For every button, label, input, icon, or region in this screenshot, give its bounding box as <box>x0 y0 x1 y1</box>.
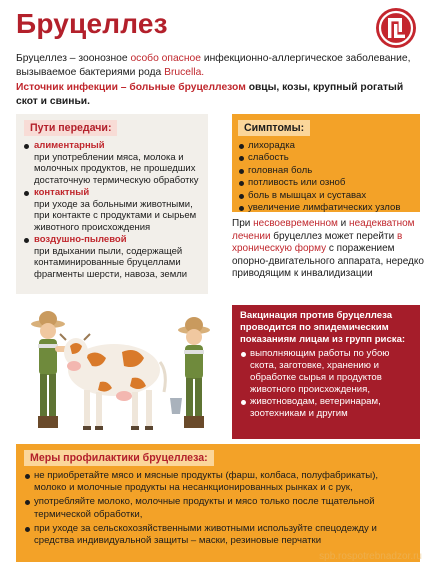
intro-source: Источник инфекции – больные бруцеллезом овцы, козы, крупный рогатый скот и свиньи. <box>16 82 404 107</box>
symptom-item: потливость или озноб <box>238 177 414 189</box>
prevention-heading: Меры профилактики бруцеллеза: <box>24 450 214 466</box>
intro-text <box>16 52 420 108</box>
prevention-item: не приобретайте мясо и мясные продукты (фарш, колбаса, полуфабрикаты), молоко и молочные продукты на несанкционированных рынках и с рук, <box>24 470 412 494</box>
vaccination-intro: Вакцинация против бруцеллеза проводится по эпидемическим показаниям лицам из групп риска: <box>240 310 406 345</box>
page-title: Бруцеллез <box>16 8 168 39</box>
symptoms-heading: Симптомы: <box>238 120 310 136</box>
transmission-item-contact: контактный при уходе за больными животными, при контакте с продуктами и сырьем животного происхождения <box>24 187 202 233</box>
symptom-item: слабость <box>238 152 414 164</box>
transmission-item-alimentary: алиментарный при употреблении мяса, молока и молочных продуктов, не прошедших достаточную термическую обработку <box>24 140 202 186</box>
farmers-cow-illustration <box>14 300 226 440</box>
symptom-item: головная боль <box>238 165 414 177</box>
symptom-item: лихорадка <box>238 140 414 152</box>
vaccination-item: выполняющим работы по убою скота, заготовке, хранению и обработке сырья и продуктов животного происхождения, <box>240 348 414 396</box>
prevention-item: при уходе за сельскохозяйственными животными используйте спецодежду и средства индивидуальной защиты – маски, резиновые перчатки <box>24 523 412 547</box>
transmission-heading: Пути передачи: <box>24 120 117 136</box>
transmission-item-airborne: воздушно-пылевой при вдыхании пыли, содержащей контаминированные бруцеллами фрагменты шерсти, навоза, земли <box>24 234 202 280</box>
transmission-box <box>16 114 208 294</box>
late-treatment-text: При несвоевременном и неадекватном лечении бруцеллез может перейти в хроническую форму с поражением опорно-двигательного аппарата, нередко приводящим к инвалидизации <box>232 218 424 280</box>
vaccination-item: животноводам, ветеринарам, зоотехникам и другим <box>240 396 414 420</box>
rospotrebnadzor-logo <box>374 6 418 50</box>
symptom-item: увеличение лимфатических узлов <box>238 202 414 214</box>
prevention-item: употребляйте молоко, молочные продукты и мясо только после тщательной термической обработки, <box>24 496 412 520</box>
watermark: spb.rospotrebnadzor.ru <box>319 551 422 562</box>
vaccination-box <box>232 305 420 439</box>
intro-definition: Бруцеллез – зоонозное особо опасное инфекционно-аллергическое заболевание, вызываемое бактериями рода Brucella. <box>16 53 411 78</box>
symptoms-box <box>232 114 420 212</box>
prevention-box <box>16 444 420 562</box>
symptom-item: боль в мышцах и суставах <box>238 190 414 202</box>
